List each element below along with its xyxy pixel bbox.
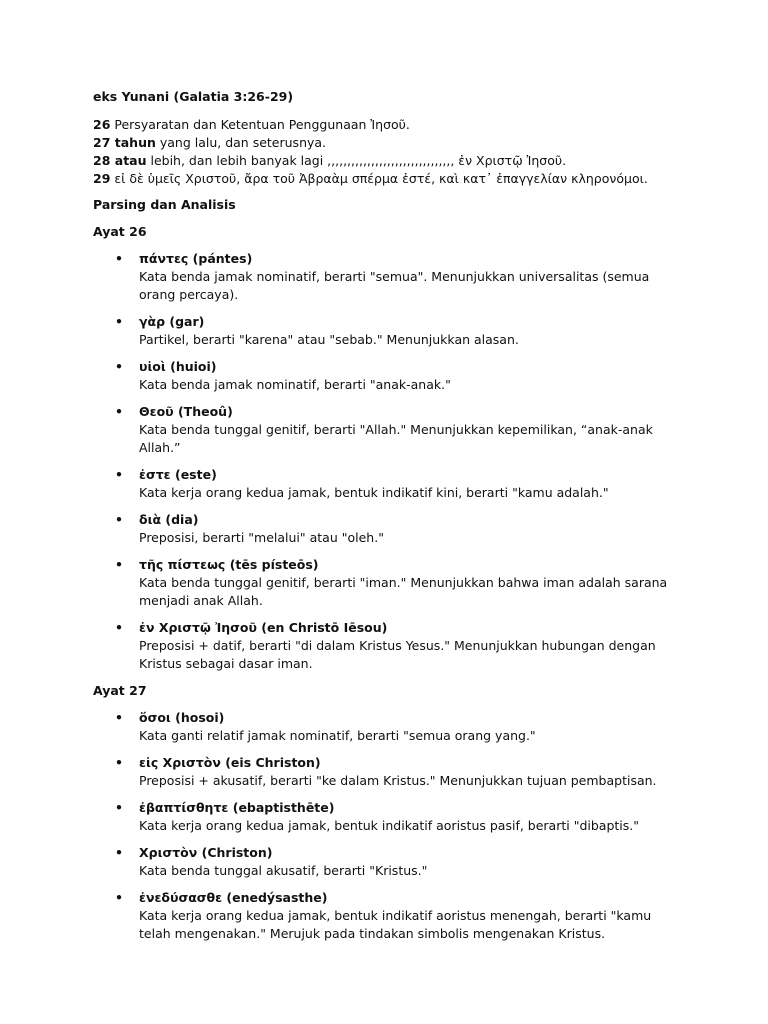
- greek-term: ἐστε (este): [139, 467, 217, 482]
- verse-text: Persyaratan dan Ketentuan Penggunaan Ἰησοῦ.: [110, 117, 410, 132]
- list-item: [93, 889, 675, 943]
- list-item: [93, 799, 675, 835]
- greek-term: διὰ (dia): [139, 512, 199, 527]
- document-title: eks Yunani (Galatia 3:26-29): [93, 89, 294, 104]
- term-description: Kata kerja orang kedua jamak, bentuk indikatif kini, berarti "kamu adalah.": [139, 485, 609, 500]
- bullet-icon: •: [115, 845, 123, 860]
- verse-line: [93, 116, 675, 134]
- verse-line: [93, 134, 675, 152]
- greek-term: ὅσοι (hosoi): [139, 710, 225, 725]
- term-description: Kata ganti relatif jamak nominatif, berarti "semua orang yang.": [139, 728, 536, 743]
- bullet-icon: •: [115, 710, 123, 725]
- term-description: Partikel, berarti "karena" atau "sebab." Menunjukkan alasan.: [139, 332, 519, 347]
- bullet-icon: •: [115, 755, 123, 770]
- greek-term: πάντες (pántes): [139, 251, 253, 266]
- bullet-icon: •: [115, 512, 123, 527]
- term-description: Kata benda jamak nominatif, berarti "anak-anak.": [139, 377, 451, 392]
- list-item: [93, 466, 675, 502]
- bullet-icon: •: [115, 314, 123, 329]
- verse-bold-text: atau: [110, 153, 147, 168]
- bullet-icon: •: [115, 359, 123, 374]
- verse-number: 27: [93, 135, 111, 150]
- greek-term: ἐν Χριστῷ Ἰησοῦ (en Christō Iēsou): [139, 620, 388, 635]
- bullet-icon: •: [115, 467, 123, 482]
- bullet-icon: •: [115, 800, 123, 815]
- verse-line: [93, 170, 675, 188]
- list-item: [93, 250, 675, 304]
- term-description: Preposisi + datif, berarti "di dalam Kristus Yesus." Menunjukkan hubungan dengan Kristus sebagai dasar iman.: [139, 638, 656, 671]
- greek-term: γὰρ (gar): [139, 314, 205, 329]
- term-description: Kata kerja orang kedua jamak, bentuk indikatif aoristus menengah, berarti "kamu telah mengenakan." Merujuk pada tindakan simbolis mengenakan Kristus.: [139, 908, 652, 941]
- verse-list: [93, 116, 675, 188]
- bullet-icon: •: [115, 251, 123, 266]
- list-item: [93, 313, 675, 349]
- list-item: [93, 403, 675, 457]
- section-heading-ayat-26: Ayat 26: [93, 224, 147, 239]
- term-description: Preposisi + akusatif, berarti "ke dalam Kristus." Menunjukkan tujuan pembaptisan.: [139, 773, 657, 788]
- list-item: [93, 709, 675, 745]
- term-description: Kata kerja orang kedua jamak, bentuk indikatif aoristus pasif, berarti "dibaptis.": [139, 818, 639, 833]
- verse-text: lebih, dan lebih banyak lagi ,,,,,,,,,,,,,,,,,,,,,,,,,,,,,,,, ἐν Χριστῷ Ἰησοῦ.: [146, 153, 567, 168]
- verse-number: 28: [93, 153, 111, 168]
- verse-text: εἰ δὲ ὑμεῖς Χριστοῦ, ἄρα τοῦ Ἀβραὰμ σπέρμα ἐστέ, καὶ κατ᾽ ἐπαγγελίαν κληρονόμοι.: [110, 171, 648, 186]
- bullet-icon: •: [115, 890, 123, 905]
- verse-number: 26: [93, 117, 111, 132]
- greek-term: Θεοῦ (Theoû): [139, 404, 233, 419]
- list-item: [93, 556, 675, 610]
- term-list-ayat-26: [93, 250, 675, 673]
- bullet-icon: •: [115, 620, 123, 635]
- greek-term: εἰς Χριστὸν (eis Christon): [139, 755, 321, 770]
- list-item: [93, 619, 675, 673]
- verse-line: [93, 152, 675, 170]
- greek-term: Χριστὸν (Christon): [139, 845, 273, 860]
- term-list-ayat-27: [93, 709, 675, 943]
- bullet-icon: •: [115, 404, 123, 419]
- greek-term: ἐβαπτίσθητε (ebaptisthēte): [139, 800, 335, 815]
- bullet-icon: •: [115, 557, 123, 572]
- verse-text: yang lalu, dan seterusnya.: [155, 135, 327, 150]
- term-description: Kata benda tunggal genitif, berarti "iman." Menunjukkan bahwa iman adalah sarana menjadi anak Allah.: [139, 575, 668, 608]
- list-item: [93, 754, 675, 790]
- verse-bold-text: tahun: [110, 135, 156, 150]
- greek-term: τῆς πίστεως (tēs písteōs): [139, 557, 319, 572]
- parsing-heading: Parsing dan Analisis: [93, 197, 236, 212]
- greek-term: υἱοὶ (huioi): [139, 359, 217, 374]
- term-description: Kata benda jamak nominatif, berarti "semua". Menunjukkan universalitas (semua orang percaya).: [139, 269, 650, 302]
- term-description: Kata benda tunggal akusatif, berarti "Kristus.": [139, 863, 428, 878]
- list-item: [93, 511, 675, 547]
- list-item: [93, 844, 675, 880]
- section-heading-ayat-27: Ayat 27: [93, 683, 147, 698]
- term-description: Preposisi, berarti "melalui" atau "oleh.": [139, 530, 384, 545]
- list-item: [93, 358, 675, 394]
- term-description: Kata benda tunggal genitif, berarti "Allah." Menunjukkan kepemilikan, “anak-anak Allah.”: [139, 422, 653, 455]
- greek-term: ἐνεδύσασθε (enedýsasthe): [139, 890, 328, 905]
- verse-number: 29: [93, 171, 111, 186]
